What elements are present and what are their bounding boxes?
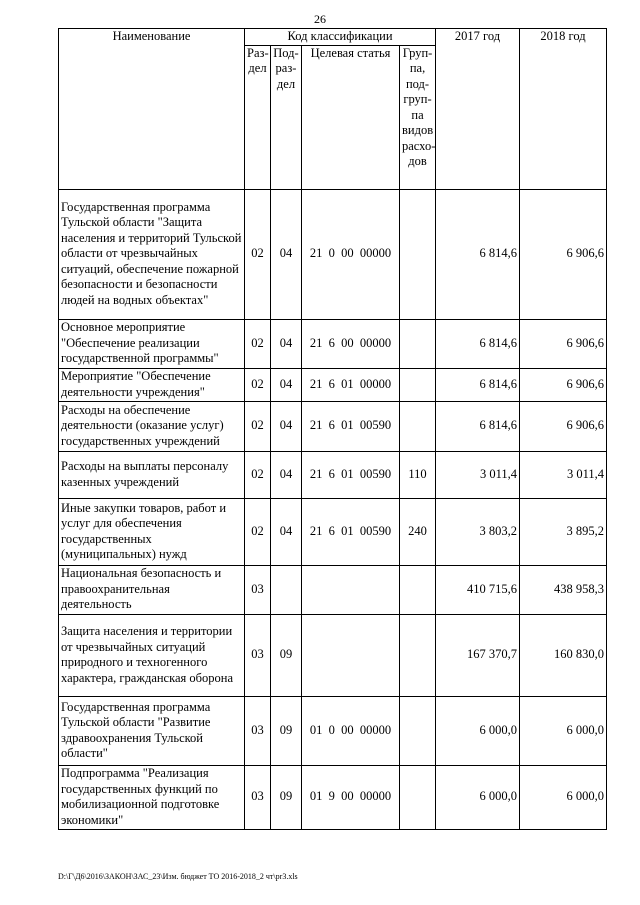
row-2018: 438 958,3 xyxy=(520,565,607,614)
row-name: Государственная программа Тульской области "Развитие здравоохранения Тульской области" xyxy=(59,696,245,765)
row-2018: 6 906,6 xyxy=(520,189,607,319)
row-name: Мероприятие "Обеспечение деятельности учреждения" xyxy=(59,368,245,401)
row-target xyxy=(302,614,400,696)
row-target: 21 6 00 00000 xyxy=(302,319,400,368)
row-2018: 6 000,0 xyxy=(520,765,607,829)
table-row xyxy=(59,614,607,696)
row-2018: 3 011,4 xyxy=(520,451,607,498)
row-section: 03 xyxy=(245,696,271,765)
row-section: 03 xyxy=(245,614,271,696)
row-group xyxy=(400,319,436,368)
table-row xyxy=(59,401,607,451)
row-2017: 3 011,4 xyxy=(436,451,520,498)
row-name: Подпрограмма "Реализация государственных функций по мобилизационной подготовке экономики" xyxy=(59,765,245,829)
row-name: Иные закупки товаров, работ и услуг для обеспечения государственных (муниципальных) нужд xyxy=(59,498,245,565)
header-name: Наименование xyxy=(59,29,245,190)
row-target: 01 0 00 00000 xyxy=(302,696,400,765)
header-2017: 2017 год xyxy=(436,29,520,190)
row-name: Расходы на выплаты персоналу казенных учреждений xyxy=(59,451,245,498)
row-name: Защита населения и территории от чрезвычайных ситуаций природного и техногенного характера, гражданская оборона xyxy=(59,614,245,696)
row-subsection: 04 xyxy=(271,189,302,319)
row-section: 02 xyxy=(245,498,271,565)
row-2017: 3 803,2 xyxy=(436,498,520,565)
row-group xyxy=(400,696,436,765)
row-2017: 6 814,6 xyxy=(436,319,520,368)
row-2017: 6 814,6 xyxy=(436,401,520,451)
row-target: 21 6 01 00590 xyxy=(302,451,400,498)
row-subsection: 09 xyxy=(271,696,302,765)
table-row xyxy=(59,319,607,368)
table-row xyxy=(59,765,607,829)
row-target xyxy=(302,565,400,614)
row-subsection: 04 xyxy=(271,368,302,401)
row-target: 21 0 00 00000 xyxy=(302,189,400,319)
row-2017: 6 000,0 xyxy=(436,696,520,765)
row-2018: 6 906,6 xyxy=(520,368,607,401)
row-subsection: 04 xyxy=(271,498,302,565)
row-group xyxy=(400,765,436,829)
table-row xyxy=(59,696,607,765)
file-path-footer: D:\Г\Д6\2016\ЗАКОН\ЗАС_23\Изм. бюджет ТО 2016-2018_2 чт\pr3.xls xyxy=(58,872,298,881)
row-group xyxy=(400,565,436,614)
row-2017: 6 814,6 xyxy=(436,368,520,401)
page-number: 26 xyxy=(314,12,326,26)
table-row xyxy=(59,451,607,498)
row-section: 02 xyxy=(245,319,271,368)
row-subsection: 09 xyxy=(271,765,302,829)
row-subsection: 04 xyxy=(271,401,302,451)
header-target: Целевая статья xyxy=(302,45,400,189)
row-section: 02 xyxy=(245,401,271,451)
row-group: 110 xyxy=(400,451,436,498)
row-2018: 6 906,6 xyxy=(520,319,607,368)
row-group xyxy=(400,368,436,401)
row-subsection: 04 xyxy=(271,319,302,368)
header-section: Раз- дел xyxy=(245,45,271,189)
row-2018: 3 895,2 xyxy=(520,498,607,565)
row-2018: 160 830,0 xyxy=(520,614,607,696)
row-2018: 6 000,0 xyxy=(520,696,607,765)
row-subsection: 09 xyxy=(271,614,302,696)
row-target: 21 6 01 00000 xyxy=(302,368,400,401)
row-2017: 410 715,6 xyxy=(436,565,520,614)
row-group xyxy=(400,189,436,319)
row-target: 21 6 01 00590 xyxy=(302,401,400,451)
table-row xyxy=(59,498,607,565)
header-code: Код классификации xyxy=(245,29,436,46)
row-group xyxy=(400,401,436,451)
row-name: Расходы на обеспечение деятельности (оказание услуг) государственных учреждений xyxy=(59,401,245,451)
row-2017: 167 370,7 xyxy=(436,614,520,696)
row-target: 21 6 01 00590 xyxy=(302,498,400,565)
row-section: 03 xyxy=(245,765,271,829)
budget-table xyxy=(58,28,607,830)
row-2017: 6 000,0 xyxy=(436,765,520,829)
row-section: 02 xyxy=(245,189,271,319)
row-group: 240 xyxy=(400,498,436,565)
row-name: Основное мероприятие "Обеспечение реализации государственной программы" xyxy=(59,319,245,368)
row-section: 02 xyxy=(245,368,271,401)
header-subsection: Под- раз- дел xyxy=(271,45,302,189)
row-section: 03 xyxy=(245,565,271,614)
row-section: 02 xyxy=(245,451,271,498)
table-row xyxy=(59,565,607,614)
row-target: 01 9 00 00000 xyxy=(302,765,400,829)
header-2018: 2018 год xyxy=(520,29,607,190)
row-subsection: 04 xyxy=(271,451,302,498)
table-row xyxy=(59,189,607,319)
row-subsection xyxy=(271,565,302,614)
row-2018: 6 906,6 xyxy=(520,401,607,451)
row-name: Национальная безопасность и правоохранительная деятельность xyxy=(59,565,245,614)
header-group: Груп- па, под- груп- па видов расхо- дов xyxy=(400,45,436,189)
row-name: Государственная программа Тульской области "Защита населения и территорий Тульской области от чрезвычайных ситуаций, обеспечение пожарной безопасности и безопасности людей на водных объектах" xyxy=(59,189,245,319)
table-row xyxy=(59,368,607,401)
row-group xyxy=(400,614,436,696)
row-2017: 6 814,6 xyxy=(436,189,520,319)
